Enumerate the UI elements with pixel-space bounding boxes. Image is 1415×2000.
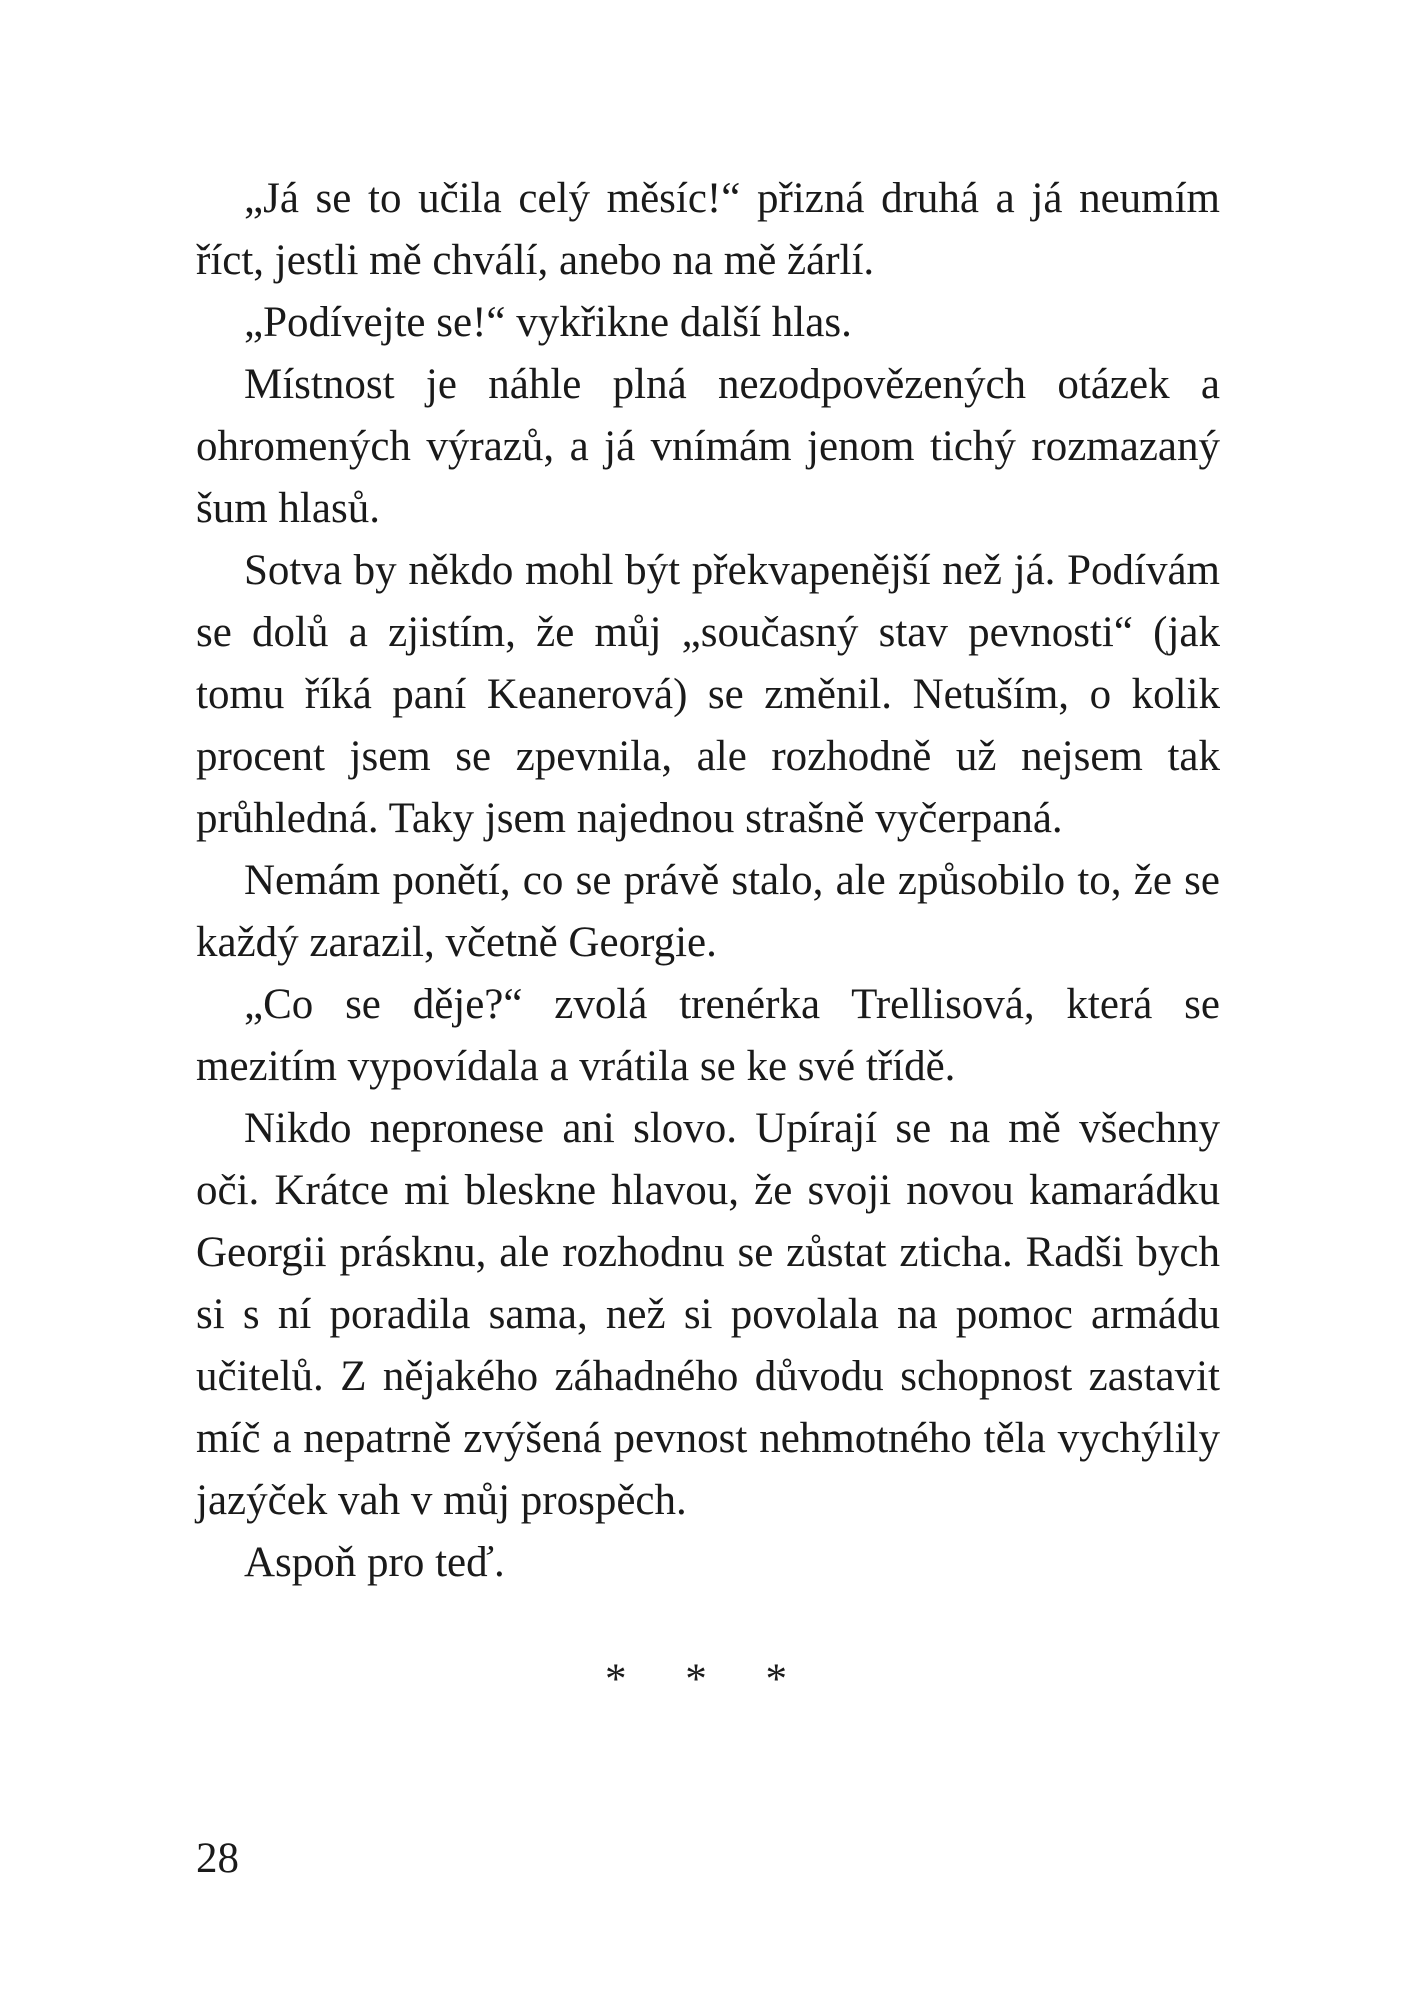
page-body [196,168,1220,1594]
scene-break: * * * [605,1656,811,1703]
paragraph-3: Místnost je náhle plná nezodpovězených otázek a ohromených výrazů, a já vnímám jenom tichý rozmazaný šum hlasů. [196,361,1220,532]
paragraph-8: Aspoň pro teď. [244,1539,505,1586]
paragraph-6: „Co se děje?“ zvolá trenérka Trellisová, která se mezitím vypovídala a vrátila se ke své třídě. [196,981,1220,1090]
paragraph-2: „Podívejte se!“ vykřikne další hlas. [244,299,852,346]
paragraph-5: Nemám ponětí, co se právě stalo, ale způsobilo to, že se každý zarazil, včetně Georgie. [196,857,1220,966]
paragraph-1: „Já se to učila celý měsíc!“ přizná druhá a já neumím říct, jestli mě chválí, anebo na mě žárlí. [196,175,1220,284]
page-number: 28 [196,1835,239,1882]
paragraph-4: Sotva by někdo mohl být překvapenější než já. Podívám se dolů a zjistím, že můj „současný stav pevnosti“ (jak tomu říká paní Keanerová) se změnil. Netuším, o kolik procent jsem se zpevnila, ale rozhodně už nejsem tak průhledná. Taky jsem najednou strašně vyčerpaná. [196,547,1220,842]
paragraph-7: Nikdo nepronese ani slovo. Upírají se na mě všechny oči. Krátce mi bleskne hlavou, že svoji novou kamarádku Georgii prásknu, ale rozhodnu se zůstat zticha. Radši bych si s ní poradila sama, než si povolala na pomoc armádu učitelů. Z nějakého záhadného důvodu schopnost zastavit míč a nepatrně zvýšená pevnost nehmotného těla vychýlily jazýček vah v můj prospěch. [196,1105,1220,1524]
